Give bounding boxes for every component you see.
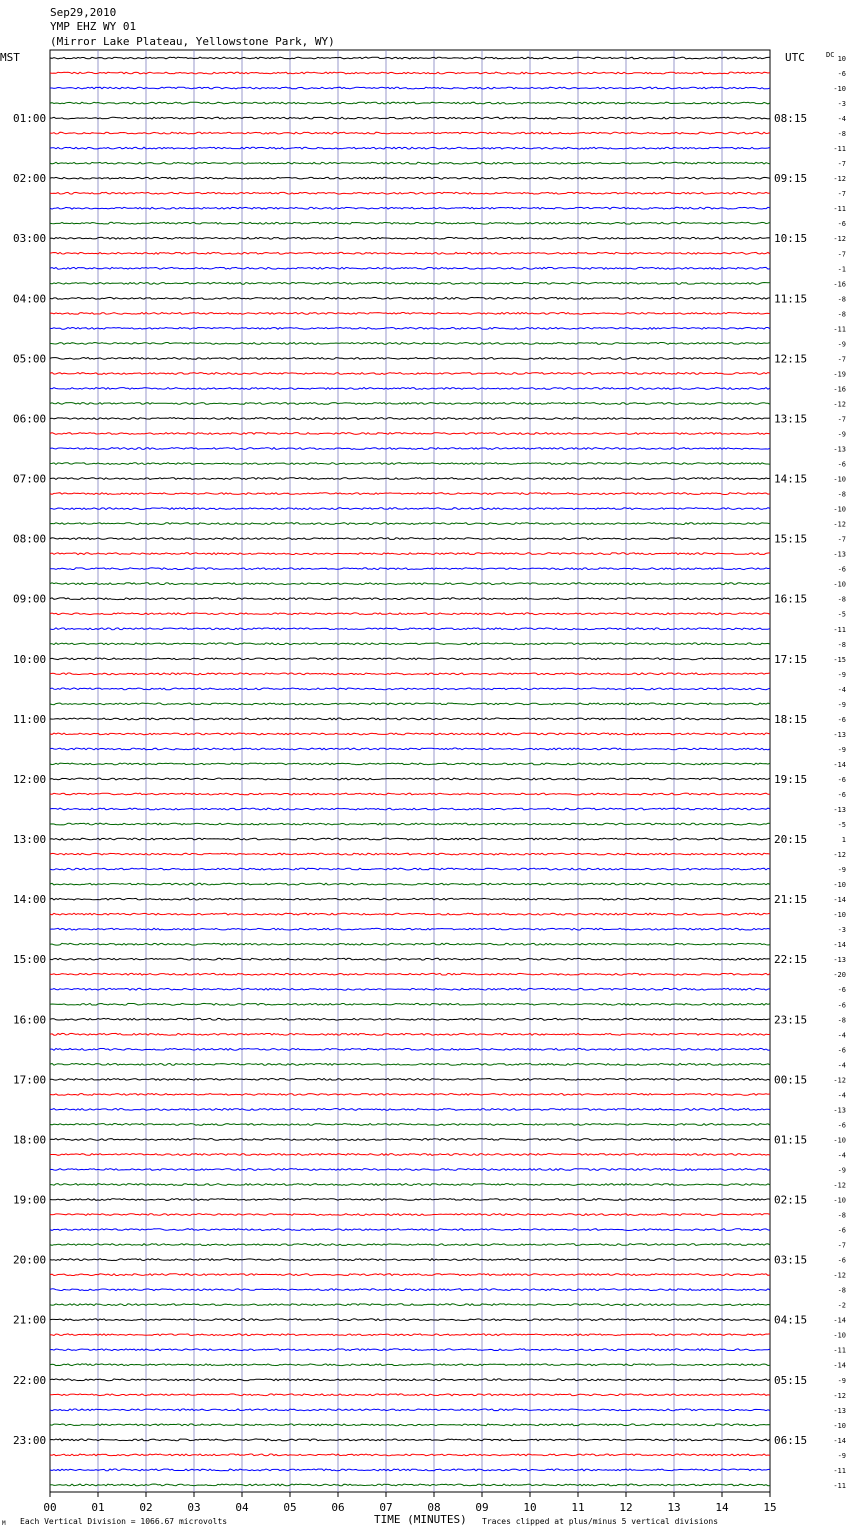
trace-row bbox=[50, 1454, 770, 1456]
trace-row bbox=[50, 1394, 770, 1396]
utc-hour-label: 12:15 bbox=[774, 352, 808, 366]
trace-row bbox=[50, 1169, 770, 1171]
dc-offset-label: -13 bbox=[833, 730, 846, 739]
trace-row bbox=[50, 1469, 770, 1471]
dc-offset-label: -15 bbox=[833, 655, 846, 664]
trace-row bbox=[50, 1289, 770, 1291]
dc-offset-label: -14 bbox=[833, 1316, 846, 1325]
dc-offset-label: -11 bbox=[833, 1466, 846, 1475]
utc-hour-label: 19:15 bbox=[774, 773, 808, 786]
dc-offset-label: -5 bbox=[837, 610, 846, 619]
mst-hour-label: 09:00 bbox=[13, 592, 47, 606]
mst-hour-label: 19:00 bbox=[13, 1193, 47, 1207]
trace-row bbox=[50, 463, 770, 465]
dc-offset-label: -8 bbox=[837, 1016, 846, 1025]
trace-row bbox=[50, 613, 770, 615]
trace-row bbox=[50, 748, 770, 750]
utc-hour-label: 02:15 bbox=[774, 1193, 808, 1207]
dc-offset-label: -10 bbox=[833, 1421, 846, 1430]
dc-offset-label: -7 bbox=[837, 160, 846, 169]
dc-offset-label: -10 bbox=[833, 1331, 846, 1340]
x-tick-label: 11 bbox=[571, 1501, 585, 1514]
dc-offset-label: -14 bbox=[833, 1361, 846, 1370]
mst-hour-label: 12:00 bbox=[13, 773, 47, 786]
dc-offset-label: -14 bbox=[833, 760, 846, 769]
dc-offset-label: -8 bbox=[837, 595, 846, 604]
utc-hour-label: 00:15 bbox=[774, 1073, 808, 1087]
dc-offset-label: -13 bbox=[833, 550, 846, 559]
trace-row bbox=[50, 358, 770, 360]
dc-offset-label: -6 bbox=[837, 1256, 846, 1265]
x-tick-label: 13 bbox=[667, 1501, 681, 1514]
trace-row bbox=[50, 192, 770, 194]
dc-offset-label: -9 bbox=[837, 700, 846, 709]
utc-hour-labels bbox=[774, 112, 807, 1447]
trace-row bbox=[50, 478, 770, 480]
x-tick-label: 09 bbox=[475, 1501, 489, 1514]
trace-row bbox=[50, 222, 770, 224]
mst-hour-label: 03:00 bbox=[13, 232, 47, 246]
trace-row bbox=[50, 688, 770, 690]
dc-offset-label: -10 bbox=[833, 911, 846, 920]
dc-offset-label: -6 bbox=[837, 1226, 846, 1235]
header-location: (Mirror Lake Plateau, Yellowstone Park, WY) bbox=[50, 35, 335, 48]
trace-row bbox=[50, 583, 770, 585]
trace-row bbox=[50, 1033, 770, 1035]
dc-offset-label: -6 bbox=[837, 1001, 846, 1010]
mst-hour-label: 23:00 bbox=[13, 1433, 47, 1447]
utc-hour-label: 22:15 bbox=[774, 953, 808, 967]
mst-hour-label: 05:00 bbox=[13, 352, 47, 366]
trace-row bbox=[50, 328, 770, 330]
dc-offset-label: -12 bbox=[833, 520, 846, 529]
dc-offset-label: -16 bbox=[833, 280, 846, 289]
dc-offset-label: 10 bbox=[837, 55, 846, 63]
utc-hour-label: 13:15 bbox=[774, 412, 808, 426]
trace-row bbox=[50, 1349, 770, 1351]
dc-offset-label: -11 bbox=[833, 1481, 846, 1490]
trace-row bbox=[50, 1379, 770, 1381]
x-tick-label: 01 bbox=[91, 1501, 105, 1514]
mst-hour-label: 06:00 bbox=[13, 412, 47, 426]
dc-offset-label: -16 bbox=[833, 385, 846, 394]
mst-hour-label: 04:00 bbox=[13, 292, 47, 306]
trace-row bbox=[50, 1139, 770, 1141]
dc-offset-label: -8 bbox=[837, 310, 846, 319]
dc-offset-label: -10 bbox=[833, 85, 846, 93]
utc-hour-label: 09:15 bbox=[774, 172, 808, 186]
dc-offset-label: -11 bbox=[833, 145, 846, 154]
dc-offset-label: -12 bbox=[833, 1391, 846, 1400]
trace-row bbox=[50, 297, 770, 299]
dc-offset-label: -6 bbox=[837, 70, 846, 78]
corner-mark: M bbox=[2, 1520, 6, 1527]
trace-row bbox=[50, 1184, 770, 1186]
trace-row bbox=[50, 1109, 770, 1111]
trace-row bbox=[50, 343, 770, 345]
dc-offset-label: -6 bbox=[837, 776, 846, 784]
utc-hour-label: 04:15 bbox=[774, 1313, 808, 1327]
mst-hour-label: 20:00 bbox=[13, 1253, 47, 1267]
dc-offset-label: -10 bbox=[833, 881, 846, 890]
utc-hour-label: 10:15 bbox=[774, 232, 808, 246]
dc-offset-label: -9 bbox=[837, 1451, 846, 1460]
dc-offset-label: -14 bbox=[833, 941, 846, 950]
trace-row bbox=[50, 838, 770, 840]
dc-offset-label: -6 bbox=[837, 715, 846, 724]
trace-row bbox=[50, 778, 770, 780]
trace-row bbox=[50, 643, 770, 645]
mst-hour-labels bbox=[13, 112, 46, 1447]
trace-row bbox=[50, 72, 770, 74]
trace-row bbox=[50, 1364, 770, 1366]
trace-row bbox=[50, 1304, 770, 1306]
dc-offset-label: -12 bbox=[833, 1076, 846, 1085]
trace-row bbox=[50, 237, 770, 239]
x-tick-labels bbox=[43, 1492, 776, 1514]
vertical-division-note: Each Vertical Division = 1066.67 microvolts bbox=[20, 1517, 228, 1526]
dc-offset-label: -12 bbox=[833, 400, 846, 409]
dc-offset-label: -6 bbox=[837, 1046, 846, 1055]
trace-row bbox=[50, 793, 770, 795]
dc-offset-label: -13 bbox=[833, 1106, 846, 1115]
dc-offset-label: -7 bbox=[837, 250, 846, 259]
trace-row bbox=[50, 718, 770, 720]
utc-hour-label: 08:15 bbox=[774, 112, 808, 126]
dc-offset-label: -13 bbox=[833, 956, 846, 965]
trace-row bbox=[50, 1063, 770, 1065]
dc-offset-label: -7 bbox=[837, 415, 846, 424]
dc-offset-label: -9 bbox=[837, 745, 846, 754]
dc-offset-label: -6 bbox=[837, 986, 846, 995]
dc-offset-label: -9 bbox=[837, 340, 846, 349]
trace-row bbox=[50, 1244, 770, 1246]
dc-offset-label: -8 bbox=[837, 640, 846, 649]
trace-row bbox=[50, 1018, 770, 1020]
mst-hour-label: 08:00 bbox=[13, 532, 47, 546]
dc-offset-label: -9 bbox=[837, 866, 846, 875]
trace-row bbox=[50, 1424, 770, 1426]
trace-row bbox=[50, 868, 770, 870]
dc-offset-label: -10 bbox=[833, 1196, 846, 1205]
dc-offset-label: -9 bbox=[837, 1166, 846, 1175]
trace-row bbox=[50, 207, 770, 209]
trace-row bbox=[50, 1409, 770, 1411]
mst-hour-label: 15:00 bbox=[13, 953, 47, 967]
dc-offset-label: -13 bbox=[833, 1406, 846, 1415]
trace-row bbox=[50, 1199, 770, 1201]
trace-row bbox=[50, 373, 770, 375]
trace-row bbox=[50, 403, 770, 405]
utc-hour-label: 15:15 bbox=[774, 532, 808, 546]
dc-offset-label: -13 bbox=[833, 445, 846, 454]
trace-row bbox=[50, 733, 770, 735]
mst-hour-label: 13:00 bbox=[13, 833, 47, 846]
dc-offset-label: -10 bbox=[833, 1136, 846, 1145]
trace-row bbox=[50, 102, 770, 104]
trace-row bbox=[50, 267, 770, 269]
dc-offset-label: -10 bbox=[833, 580, 846, 589]
trace-row bbox=[50, 913, 770, 915]
x-tick-label: 00 bbox=[43, 1501, 57, 1514]
dc-offset-label: -8 bbox=[837, 295, 846, 304]
dc-offset-label: -3 bbox=[837, 926, 846, 935]
utc-hour-label: 14:15 bbox=[774, 472, 808, 486]
trace-row bbox=[50, 703, 770, 705]
trace-row bbox=[50, 1003, 770, 1005]
trace-row bbox=[50, 282, 770, 284]
dc-offset-label: -11 bbox=[833, 205, 846, 214]
trace-row bbox=[50, 568, 770, 570]
utc-hour-label: 17:15 bbox=[774, 652, 808, 666]
dc-offset-labels bbox=[833, 55, 846, 1490]
dc-offset-label: -4 bbox=[837, 1031, 846, 1040]
trace-row bbox=[50, 1094, 770, 1096]
dc-offset-label: -8 bbox=[837, 1211, 846, 1220]
trace-row bbox=[50, 1319, 770, 1321]
dc-offset-label: -10 bbox=[833, 475, 846, 484]
utc-hour-label: 23:15 bbox=[774, 1013, 808, 1027]
utc-hour-label: 18:15 bbox=[774, 712, 808, 726]
dc-label: DC bbox=[826, 51, 835, 59]
trace-row bbox=[50, 898, 770, 900]
dc-offset-label: -3 bbox=[837, 100, 846, 109]
mst-axis-label: MST bbox=[0, 51, 20, 64]
dc-offset-label: -8 bbox=[837, 1286, 846, 1295]
dc-offset-label: -9 bbox=[837, 1376, 846, 1385]
mst-hour-label: 14:00 bbox=[13, 893, 47, 907]
trace-row bbox=[50, 177, 770, 179]
dc-offset-label: -7 bbox=[837, 355, 846, 364]
x-tick-label: 14 bbox=[715, 1501, 729, 1514]
trace-row bbox=[50, 1154, 770, 1156]
trace-row bbox=[50, 87, 770, 89]
utc-hour-label: 06:15 bbox=[774, 1433, 808, 1447]
trace-row bbox=[50, 673, 770, 675]
mst-hour-label: 18:00 bbox=[13, 1133, 47, 1147]
trace-row bbox=[50, 628, 770, 630]
trace-row bbox=[50, 808, 770, 810]
trace-row bbox=[50, 1048, 770, 1050]
dc-offset-label: -11 bbox=[833, 325, 846, 334]
utc-hour-label: 05:15 bbox=[774, 1373, 808, 1387]
dc-offset-label: -4 bbox=[837, 115, 846, 124]
plot-frame bbox=[50, 50, 770, 1492]
dc-offset-label: -2 bbox=[837, 1301, 846, 1310]
dc-offset-label: -14 bbox=[833, 1436, 846, 1445]
dc-offset-label: -9 bbox=[837, 430, 846, 439]
dc-offset-label: -7 bbox=[837, 190, 846, 199]
dc-offset-label: -12 bbox=[833, 175, 846, 184]
utc-hour-label: 21:15 bbox=[774, 893, 808, 907]
dc-offset-label: -4 bbox=[837, 1151, 846, 1160]
trace-row bbox=[50, 943, 770, 945]
mst-hour-label: 16:00 bbox=[13, 1013, 47, 1027]
trace-row bbox=[50, 853, 770, 855]
trace-row bbox=[50, 763, 770, 765]
dc-offset-label: -20 bbox=[833, 971, 846, 980]
trace-row bbox=[50, 823, 770, 825]
dc-offset-label: -14 bbox=[833, 896, 846, 905]
utc-hour-label: 01:15 bbox=[774, 1133, 808, 1147]
trace-row bbox=[50, 493, 770, 495]
trace-row bbox=[50, 1124, 770, 1126]
trace-row bbox=[50, 313, 770, 315]
trace-row bbox=[50, 973, 770, 975]
trace-row bbox=[50, 1334, 770, 1336]
mst-hour-label: 07:00 bbox=[13, 472, 47, 486]
dc-offset-label: -8 bbox=[837, 130, 846, 139]
x-tick-label: 10 bbox=[523, 1501, 537, 1514]
dc-offset-label: -1 bbox=[837, 265, 846, 274]
dc-offset-label: -7 bbox=[837, 535, 846, 544]
x-tick-label: 05 bbox=[283, 1501, 297, 1514]
trace-row bbox=[50, 1274, 770, 1276]
dc-offset-label: -8 bbox=[837, 490, 846, 499]
utc-axis-label: UTC bbox=[785, 51, 805, 64]
dc-offset-label: -4 bbox=[837, 685, 846, 694]
trace-row bbox=[50, 538, 770, 540]
trace-row bbox=[50, 1229, 770, 1231]
dc-offset-label: -6 bbox=[837, 791, 846, 799]
trace-row bbox=[50, 508, 770, 510]
header-date: Sep29,2010 bbox=[50, 6, 117, 19]
dc-offset-label: -5 bbox=[837, 821, 846, 829]
trace-row bbox=[50, 958, 770, 960]
mst-hour-label: 01:00 bbox=[13, 112, 47, 126]
trace-row bbox=[50, 252, 770, 254]
dc-offset-label: -7 bbox=[837, 1241, 846, 1250]
trace-row bbox=[50, 598, 770, 600]
x-tick-label: 08 bbox=[427, 1501, 441, 1514]
seismic-traces bbox=[50, 57, 770, 1486]
utc-hour-label: 20:15 bbox=[774, 833, 808, 846]
x-tick-label: 06 bbox=[331, 1501, 345, 1514]
dc-offset-label: -6 bbox=[837, 565, 846, 574]
x-tick-label: 07 bbox=[379, 1501, 393, 1514]
dc-offset-label: 1 bbox=[841, 836, 846, 844]
dc-offset-label: -4 bbox=[837, 1091, 846, 1100]
header-station: YMP EHZ WY 01 bbox=[50, 20, 137, 33]
trace-row bbox=[50, 553, 770, 555]
trace-row bbox=[50, 57, 770, 59]
x-tick-label: 15 bbox=[763, 1501, 777, 1514]
mst-hour-label: 10:00 bbox=[13, 652, 47, 666]
dc-offset-label: -10 bbox=[833, 505, 846, 514]
clip-note: Traces clipped at plus/minus 5 vertical divisions bbox=[482, 1517, 719, 1526]
trace-row bbox=[50, 928, 770, 930]
trace-row bbox=[50, 162, 770, 164]
dc-offset-label: -12 bbox=[833, 851, 846, 860]
trace-row bbox=[50, 418, 770, 420]
dc-offset-label: -12 bbox=[833, 235, 846, 244]
trace-row bbox=[50, 433, 770, 435]
utc-hour-label: 16:15 bbox=[774, 592, 808, 606]
trace-row bbox=[50, 523, 770, 525]
trace-row bbox=[50, 448, 770, 450]
trace-row bbox=[50, 1484, 770, 1486]
trace-row bbox=[50, 147, 770, 149]
trace-row bbox=[50, 1259, 770, 1261]
utc-hour-label: 03:15 bbox=[774, 1253, 808, 1267]
trace-row bbox=[50, 1439, 770, 1441]
dc-offset-label: -6 bbox=[837, 1121, 846, 1130]
x-axis-label: TIME (MINUTES) bbox=[374, 1513, 467, 1526]
x-tick-label: 12 bbox=[619, 1501, 633, 1514]
dc-offset-label: -9 bbox=[837, 670, 846, 679]
trace-row bbox=[50, 1214, 770, 1216]
mst-hour-label: 17:00 bbox=[13, 1073, 47, 1087]
dc-offset-label: -12 bbox=[833, 1271, 846, 1280]
trace-row bbox=[50, 1079, 770, 1081]
mst-hour-label: 22:00 bbox=[13, 1373, 47, 1387]
x-tick-label: 04 bbox=[235, 1501, 249, 1514]
trace-row bbox=[50, 883, 770, 885]
mst-hour-label: 02:00 bbox=[13, 172, 47, 186]
trace-row bbox=[50, 388, 770, 390]
dc-offset-label: -6 bbox=[837, 220, 846, 229]
trace-row bbox=[50, 132, 770, 134]
x-tick-label: 02 bbox=[139, 1501, 153, 1514]
trace-row bbox=[50, 117, 770, 119]
dc-offset-label: -11 bbox=[833, 625, 846, 634]
utc-hour-label: 11:15 bbox=[774, 292, 808, 306]
dc-offset-label: -6 bbox=[837, 460, 846, 469]
dc-offset-label: -11 bbox=[833, 1346, 846, 1355]
dc-offset-label: -12 bbox=[833, 1181, 846, 1190]
mst-hour-label: 21:00 bbox=[13, 1313, 47, 1327]
dc-offset-label: -4 bbox=[837, 1061, 846, 1070]
mst-hour-label: 11:00 bbox=[13, 712, 47, 726]
x-tick-label: 03 bbox=[187, 1501, 201, 1514]
trace-row bbox=[50, 658, 770, 660]
dc-offset-label: -13 bbox=[833, 806, 846, 814]
trace-row bbox=[50, 988, 770, 990]
dc-offset-label: -19 bbox=[833, 370, 846, 379]
